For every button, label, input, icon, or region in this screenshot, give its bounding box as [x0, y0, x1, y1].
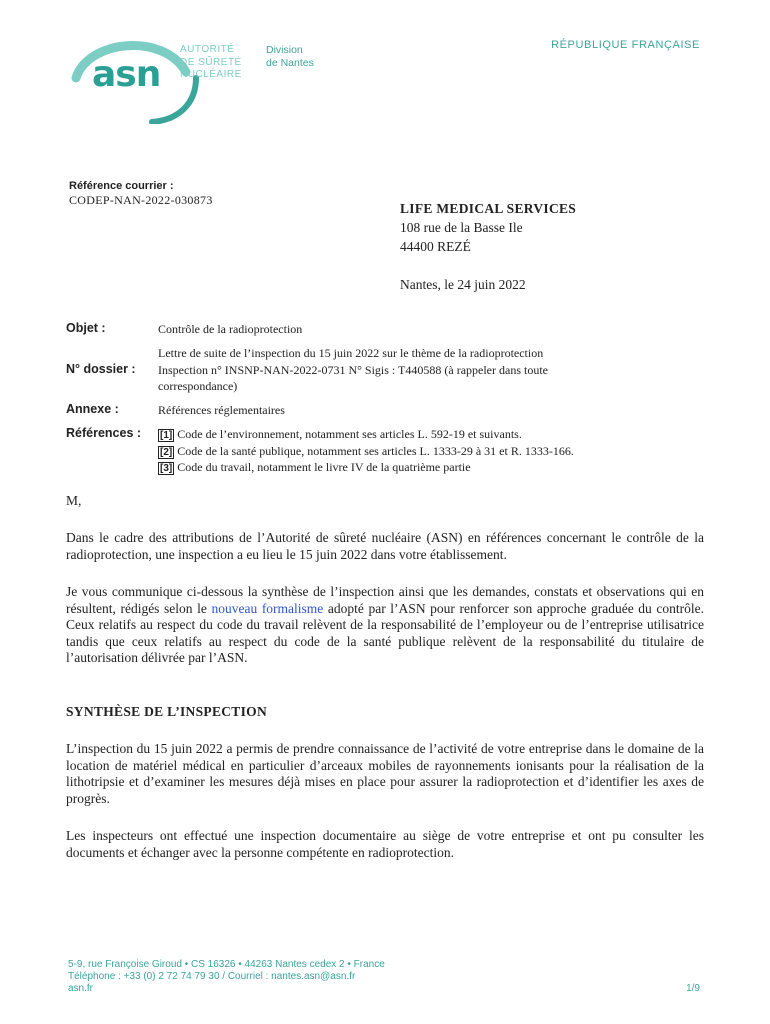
authority-line-1: AUTORITÉ: [180, 44, 235, 55]
objet-label: Objet :: [66, 321, 106, 335]
reference-item: [158, 443, 574, 460]
reference-item: [158, 459, 574, 476]
reference-number: [1]: [160, 430, 173, 441]
reference-label: Référence courrier :: [69, 180, 174, 192]
paragraph-text: adopté par l’ASN pour renforcer son approche graduée du contrôle. Ceux relatifs au respect du code du travail relèvent de la responsabilité de l’employeur ou de l’entreprise utilisatrice tandis que ceux relatifs au respect du code de la santé publique relèvent de la responsabilité du titulaire de l’autorisation délivrée par l’ASN.: [66, 600, 704, 665]
paragraph-inspectors: Les inspecteurs ont effectué une inspection documentaire au siège de votre entreprise et ont pu consulter les documents et échanger avec la personne compétente en radioprotection.: [66, 828, 704, 860]
objet-value: Contrôle de la radioprotection: [158, 322, 303, 336]
paragraph-text: Je vous communique ci-dessous la synthèse de l’inspection ainsi que les demandes, constats et observations qui en résultent, rédigés selon le: [66, 584, 704, 616]
footer-address: [68, 959, 385, 995]
dossier-label: N° dossier :: [66, 362, 136, 376]
reference-item: [158, 426, 574, 443]
reference-text: Code de l’environnement, notamment ses articles L. 592-19 et suivants.: [177, 427, 522, 441]
dossier-line-2: Inspection n° INSNP-NAN-2022-0731 N° Sigis : T440588 (à rappeler dans toute: [158, 362, 548, 377]
reference-text: Code du travail, notamment le livre IV de la quatrième partie: [177, 460, 471, 474]
recipient-company: LIFE MEDICAL SERVICES: [400, 201, 577, 216]
logo-wordmark: asn: [92, 54, 161, 95]
footer-website[interactable]: asn.fr: [68, 983, 94, 994]
nouveau-formalisme-link[interactable]: nouveau formalisme: [211, 600, 324, 616]
paragraph-inspection: L’inspection du 15 juin 2022 a permis de prendre connaissance de l’activité de votre entreprise dans le domaine de la location de matériel médical en particulier d’arceaux mobiles de rayonnements ionisants pour la réalisation de la lithotripsie et d’examiner les mesures déjà mises en place pour assurer la radioprotection et d’identifier les axes de progrès.: [66, 741, 704, 806]
reference-number: [2]: [160, 446, 173, 458]
reference-number: [3]: [160, 463, 173, 474]
letter-date: Nantes, le 24 juin 2022: [400, 277, 526, 292]
page-number: 1/9: [686, 983, 700, 994]
division-line-2: de Nantes: [266, 57, 314, 69]
dossier-line-3: correspondance): [158, 379, 238, 393]
dossier-value: [158, 345, 548, 395]
references-list: [158, 426, 574, 476]
recipient-city: 44400 REZÉ: [400, 239, 471, 254]
division-line-1: Division: [266, 44, 303, 56]
authority-name: [180, 44, 242, 82]
reference-code: CODEP-NAN-2022-030873: [69, 193, 213, 207]
division-name: [266, 44, 314, 70]
reference-text: Code de la santé publique, notamment ses articles L. 1333-29 à 31 et R. 1333-166.: [177, 443, 574, 458]
authority-line-2: DE SÛRETÉ: [180, 56, 242, 68]
dossier-line-1: Lettre de suite de l’inspection du 15 juin 2022 sur le thème de la radioprotection: [158, 346, 544, 360]
section-heading: SYNTHÈSE DE L’INSPECTION: [66, 704, 268, 719]
recipient-street: 108 rue de la Basse Ile: [400, 220, 523, 235]
recipient-address: [400, 199, 576, 256]
footer-line-1: 5-9, rue Françoise Giroud • CS 16326 • 44263 Nantes cedex 2 • France: [68, 959, 385, 970]
annexe-label: Annexe :: [66, 402, 119, 416]
paragraph-intro: Dans le cadre des attributions de l’Autorité de sûreté nucléaire (ASN) en références concernant le contrôle de la radioprotection, une inspection a eu lieu le 15 juin 2022 dans votre établissement.: [66, 530, 704, 562]
republique-francaise: RÉPUBLIQUE FRANÇAISE: [551, 39, 700, 51]
annexe-value: Références réglementaires: [158, 403, 285, 417]
paragraph-synthesis-intro: [66, 584, 704, 667]
authority-line-3: NUCLÉAIRE: [180, 69, 242, 80]
references-label: Références :: [66, 426, 142, 440]
footer-line-2: Téléphone : +33 (0) 2 72 74 79 30 / Courriel : nantes.asn@asn.fr: [68, 971, 356, 982]
salutation: M,: [66, 493, 82, 508]
